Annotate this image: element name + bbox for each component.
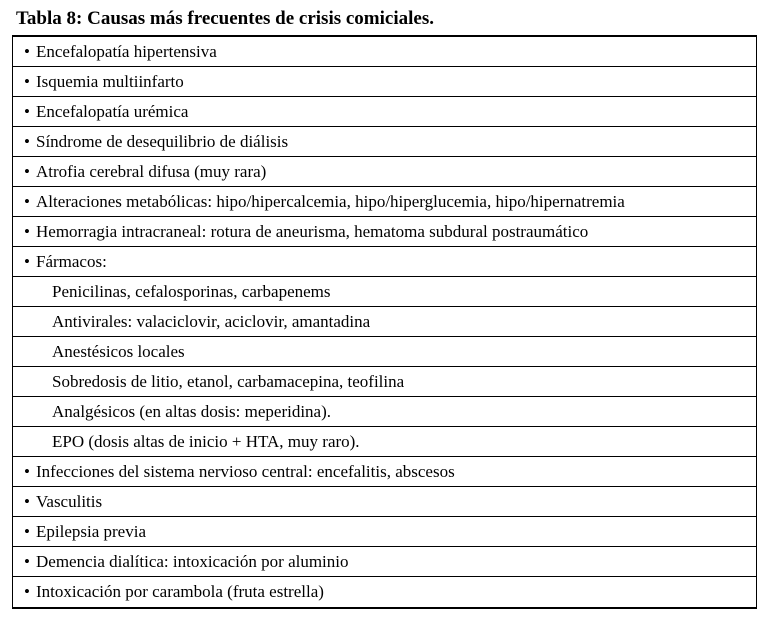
- table-row: [13, 157, 756, 187]
- row-text: Atrofia cerebral difusa (muy rara): [36, 162, 267, 181]
- table-subrow: [13, 367, 756, 397]
- row-text: Encefalopatía urémica: [36, 102, 189, 121]
- row-text: Penicilinas, cefalosporinas, carbapenems: [52, 282, 331, 301]
- table-title: Tabla 8: Causas más frecuentes de crisis comiciales.: [16, 8, 434, 29]
- row-text: Vasculitis: [36, 492, 103, 511]
- row-text: Fármacos:: [36, 252, 107, 271]
- row-text: EPO (dosis altas de inicio + HTA, muy raro).: [52, 432, 360, 451]
- table-subrow: [13, 277, 756, 307]
- table-subrow: [13, 397, 756, 427]
- table-row: [13, 487, 756, 517]
- row-text: Intoxicación por carambola (fruta estrella): [36, 582, 324, 601]
- causes-table: [12, 35, 757, 609]
- bullet-mark: •: [24, 552, 30, 571]
- table-row: [13, 97, 756, 127]
- row-text: Sobredosis de litio, etanol, carbamacepina, teofilina: [52, 372, 405, 391]
- bullet-mark: •: [24, 222, 30, 241]
- table-row: [13, 127, 756, 157]
- bullet-mark: •: [24, 582, 30, 601]
- table-row: [13, 517, 756, 547]
- bullet-mark: •: [24, 252, 30, 271]
- table-subrow: [13, 337, 756, 367]
- row-text: Isquemia multiinfarto: [36, 72, 184, 91]
- bullet-mark: •: [24, 462, 30, 481]
- table-row: [13, 217, 756, 247]
- row-text: Hemorragia intracraneal: rotura de aneurisma, hematoma subdural postraumático: [36, 222, 589, 241]
- bullet-mark: •: [24, 102, 30, 121]
- table-row: [13, 547, 756, 577]
- bullet-mark: •: [24, 42, 30, 61]
- table-row: [13, 457, 756, 487]
- bullet-mark: •: [24, 492, 30, 511]
- row-text: Encefalopatía hipertensiva: [36, 42, 217, 61]
- row-text: Infecciones del sistema nervioso central: encefalitis, abscesos: [36, 462, 455, 481]
- bullet-mark: •: [24, 192, 30, 211]
- bullet-mark: •: [24, 132, 30, 151]
- bullet-mark: •: [24, 72, 30, 91]
- bullet-mark: •: [24, 522, 30, 541]
- row-text: Antivirales: valaciclovir, aciclovir, amantadina: [52, 312, 371, 331]
- table-row: [13, 247, 756, 277]
- row-text: Demencia dialítica: intoxicación por aluminio: [36, 552, 349, 571]
- row-text: Anestésicos locales: [52, 342, 185, 361]
- row-text: Epilepsia previa: [36, 522, 146, 541]
- table-row: [13, 37, 756, 67]
- bullet-mark: •: [24, 162, 30, 181]
- table-row: [13, 67, 756, 97]
- row-text: Síndrome de desequilibrio de diálisis: [36, 132, 289, 151]
- row-text: Analgésicos (en altas dosis: meperidina).: [52, 402, 332, 421]
- table-row: [13, 187, 756, 217]
- table-subrow: [13, 427, 756, 457]
- table-row: [13, 577, 756, 607]
- table-subrow: [13, 307, 756, 337]
- row-text: Alteraciones metabólicas: hipo/hipercalcemia, hipo/hiperglucemia, hipo/hipernatremia: [36, 192, 625, 211]
